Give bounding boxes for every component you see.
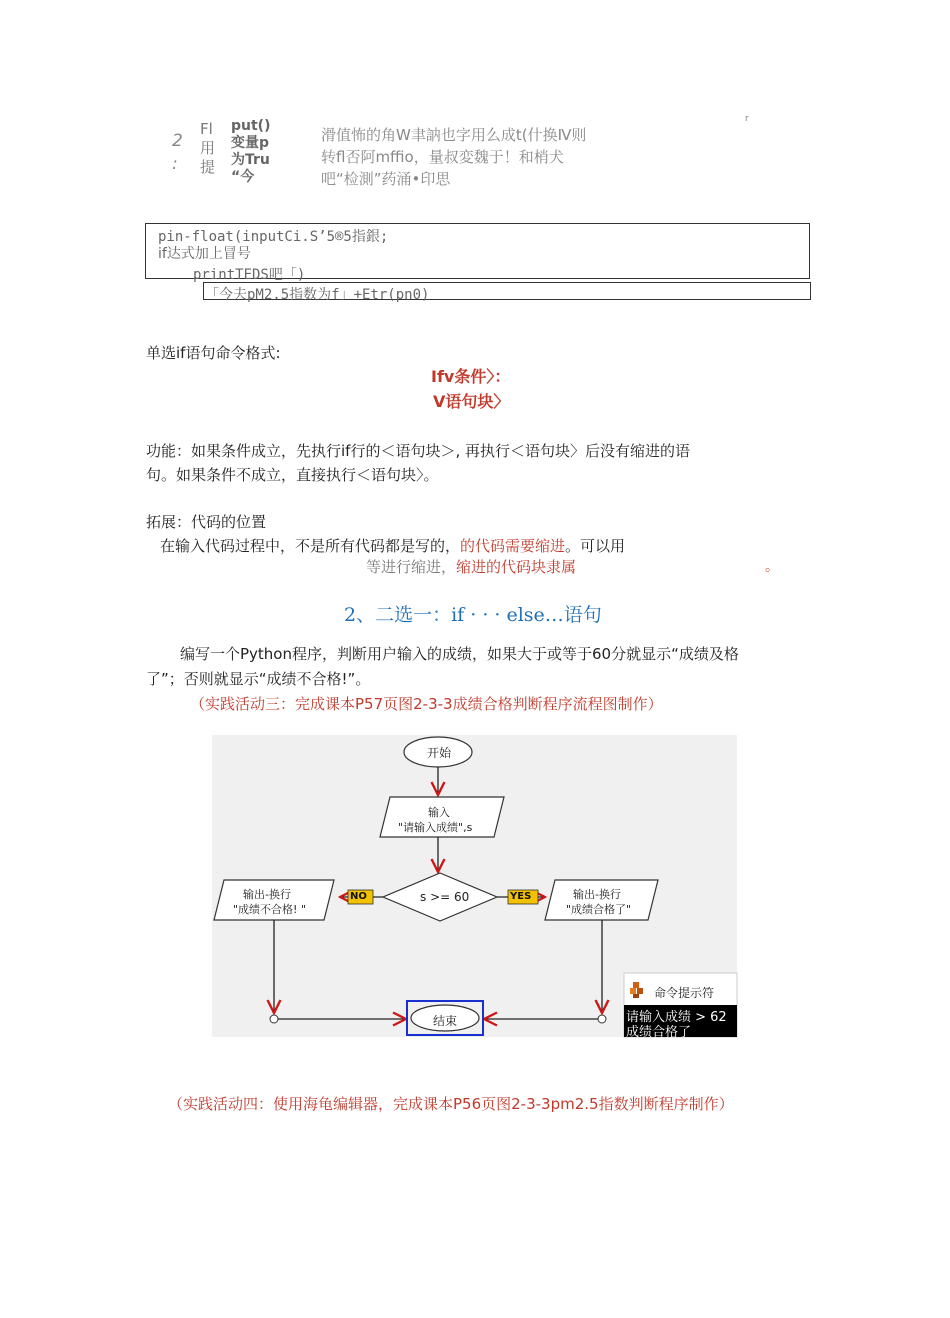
start-label: 开始 [427, 746, 452, 760]
task-line-1: 编写一个Python程序，判断用户输入的成绩，如果大于或等于60分就显示“成绩及格 [180, 645, 739, 663]
fragment-mark: r [745, 114, 749, 124]
input-label-2: "请输入成绩",s [398, 821, 473, 834]
fragment-desc-1: 滑值怖的角W聿訥也字用么成t(什换Ⅳ则 [321, 126, 587, 144]
activity-4: （实践活动四：使用海龟编辑器，完成课本P56页图2-3-3pm2.5指数判断程序制作） [168, 1095, 734, 1113]
end-label: 结束 [433, 1014, 458, 1028]
syntax-intro: 单选if语句命令格式: [146, 344, 281, 362]
activity-3: （实践活动三：完成课本P57页图2-3-3成绩合格判断程序流程图制作） [190, 695, 663, 713]
fragment-column-1 [200, 120, 215, 177]
console-title: 命令提示符 [654, 986, 715, 1000]
right-output-label-1: 输出-换行 [573, 888, 621, 901]
fragment-desc-3: 吧“检測”药涌•印思 [321, 170, 451, 188]
fragment-text: 用 [200, 139, 216, 157]
left-output-label-1: 输出-换行 [243, 888, 291, 901]
function-line-2: 句。如果条件不成立，直接执行＜语句块〉。 [146, 466, 439, 484]
fragment-text: put() [231, 118, 271, 134]
fragment-text: 变量p [231, 135, 270, 151]
code-line-3: printTEDS吧「) [193, 267, 306, 283]
code-line-2: if达式加上冒号 [158, 246, 251, 262]
right-junction [598, 1015, 606, 1023]
left-output-label-2: "成绩不合格! " [233, 903, 307, 916]
fragment-number-2: : [172, 154, 178, 174]
extend-end: 。 [765, 559, 779, 575]
fragment-text: 为Tru [231, 152, 270, 168]
extend-line-1 [160, 535, 625, 556]
task-line-2: 了”；否则就显示“成绩不合格!”。 [146, 670, 371, 688]
console-line-1: 请输入成绩 > 62 [626, 1010, 727, 1025]
fragment-text: Fl [200, 120, 213, 138]
fragment-text: 提 [200, 158, 216, 176]
extend-text: 等进行缩进， [366, 558, 457, 576]
fragment-text: “今 [231, 169, 255, 185]
extend-highlight: 缩进的代码块隶属 [456, 558, 577, 576]
fragment-desc-2: 转fl否阿mffio，量叔変魏于！和梢犬 [321, 148, 564, 166]
function-line-1: 功能：如果条件成立，先执行if行的＜语句块＞, 再执行＜语句块〉后没有缩进的语 [146, 442, 690, 460]
section-title: 2、二选一：if · · · else…语句 [344, 604, 602, 626]
extend-line-2 [366, 556, 577, 576]
extend-text: 在输入代码过程中，不是所有代码都是写的， [160, 537, 461, 555]
condition-label: s >= 60 [420, 890, 470, 904]
left-junction [270, 1015, 278, 1023]
syntax-line-1: Ifv条件〉： [431, 367, 511, 386]
extend-highlight: 的代码需要缩进 [460, 537, 566, 555]
fragment-column-2 [231, 118, 270, 186]
yes-label: YES [510, 891, 532, 902]
no-label: NO [350, 891, 367, 902]
console-line-2: 成绩合格了 [626, 1025, 692, 1040]
right-output-label-2: "成绩合格了" [566, 903, 632, 916]
syntax-line-2: V语句块〉 [433, 392, 510, 411]
fragment-number: 2 [172, 131, 183, 151]
code-line-1: pin-float(inputCi.S’5®5指銀; [158, 229, 389, 245]
input-label-1: 输入 [428, 806, 450, 819]
extend-text: 。可以用 [565, 537, 626, 555]
code-line-4: 「今夫pM2.5指数为f」+Etr(pn0) [205, 287, 430, 303]
extend-title: 拓展：代码的位置 [146, 513, 267, 531]
